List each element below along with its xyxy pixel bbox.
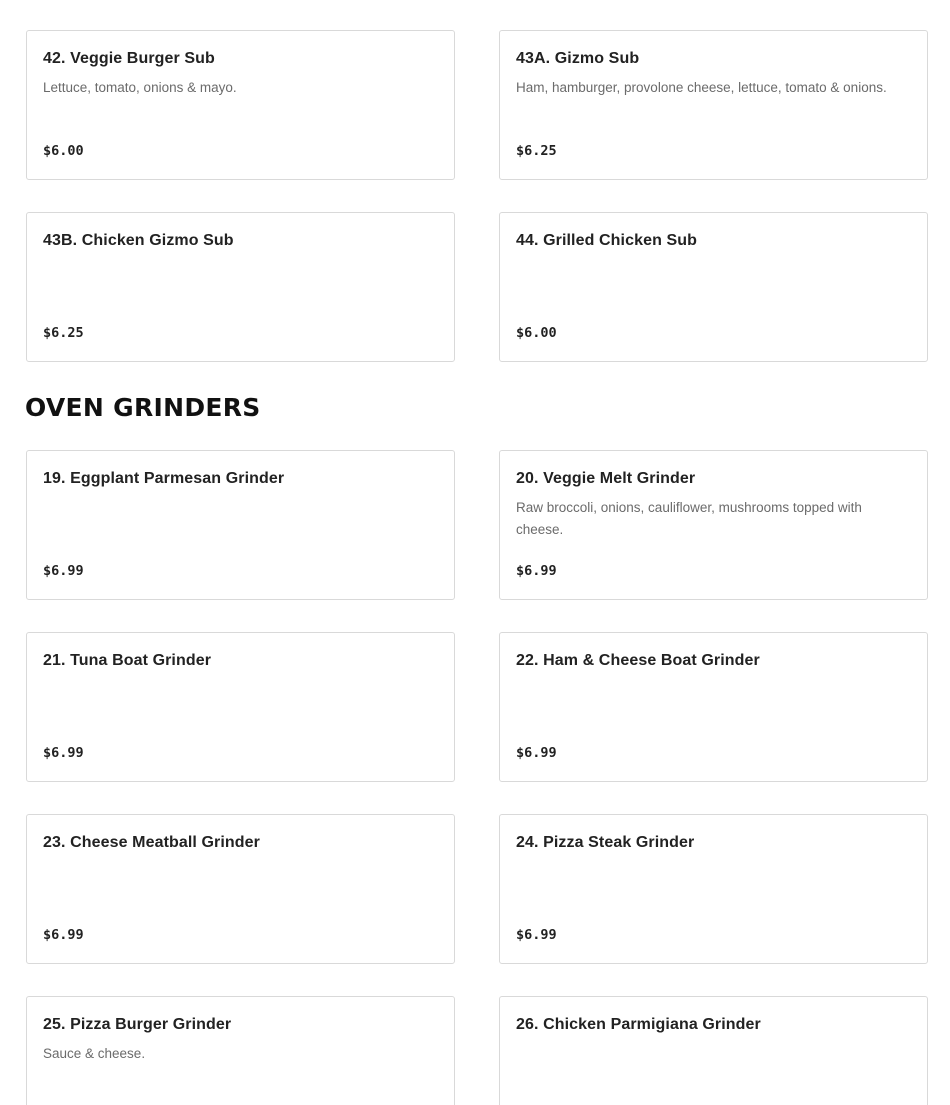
menu-item-price: $6.99 (43, 745, 84, 761)
menu-item-description: Ham, hamburger, provolone cheese, lettuce, tomato & onions. (516, 80, 887, 95)
menu-item-price: $6.99 (516, 927, 557, 943)
menu-item-name: 44. Grilled Chicken Sub (516, 232, 698, 249)
menu-item-card[interactable] (499, 996, 928, 1105)
menu-item-price: $6.25 (516, 143, 557, 159)
menu-item-name: 23. Cheese Meatball Grinder (43, 834, 261, 851)
menu-item-name: 22. Ham & Cheese Boat Grinder (516, 652, 760, 669)
menu-item-price: $6.99 (516, 745, 557, 761)
menu-item-price: $6.99 (43, 563, 84, 579)
menu-item-name: 43A. Gizmo Sub (516, 50, 640, 67)
menu-item-card[interactable] (499, 450, 928, 600)
menu-item-card[interactable] (26, 450, 455, 600)
menu-item-name: 25. Pizza Burger Grinder (43, 1016, 232, 1033)
menu-item-description: Sauce & cheese. (43, 1046, 146, 1061)
menu-item-price: $6.99 (516, 563, 557, 579)
menu-item-price: $6.99 (43, 927, 84, 943)
menu-item-card[interactable] (499, 814, 928, 964)
menu-item-name: 42. Veggie Burger Sub (43, 50, 215, 67)
menu-item-description: Lettuce, tomato, onions & mayo. (43, 80, 237, 95)
menu-item-card[interactable] (499, 212, 928, 362)
menu-item-card[interactable] (26, 814, 455, 964)
menu-item-card[interactable] (26, 30, 455, 180)
menu-item-name: 21. Tuna Boat Grinder (43, 652, 212, 669)
menu-item-name: 26. Chicken Parmigiana Grinder (516, 1016, 761, 1033)
menu-item-price: $6.00 (516, 325, 557, 341)
menu-item-card[interactable] (26, 996, 455, 1105)
menu-item-name: 43B. Chicken Gizmo Sub (43, 232, 234, 249)
menu-item-card[interactable] (26, 212, 455, 362)
menu-item-description: Raw broccoli, onions, cauliflower, mushrooms topped with cheese. (516, 500, 862, 537)
menu-item-card[interactable] (499, 30, 928, 180)
menu-item-card[interactable] (499, 632, 928, 782)
menu-item-name: 24. Pizza Steak Grinder (516, 834, 695, 851)
section-title: OVEN GRINDERS (25, 393, 261, 422)
menu-item-price: $6.25 (43, 325, 84, 341)
menu-item-price: $6.00 (43, 143, 84, 159)
menu-item-card[interactable] (26, 632, 455, 782)
menu-item-name: 20. Veggie Melt Grinder (516, 470, 696, 487)
menu-item-name: 19. Eggplant Parmesan Grinder (43, 470, 285, 487)
